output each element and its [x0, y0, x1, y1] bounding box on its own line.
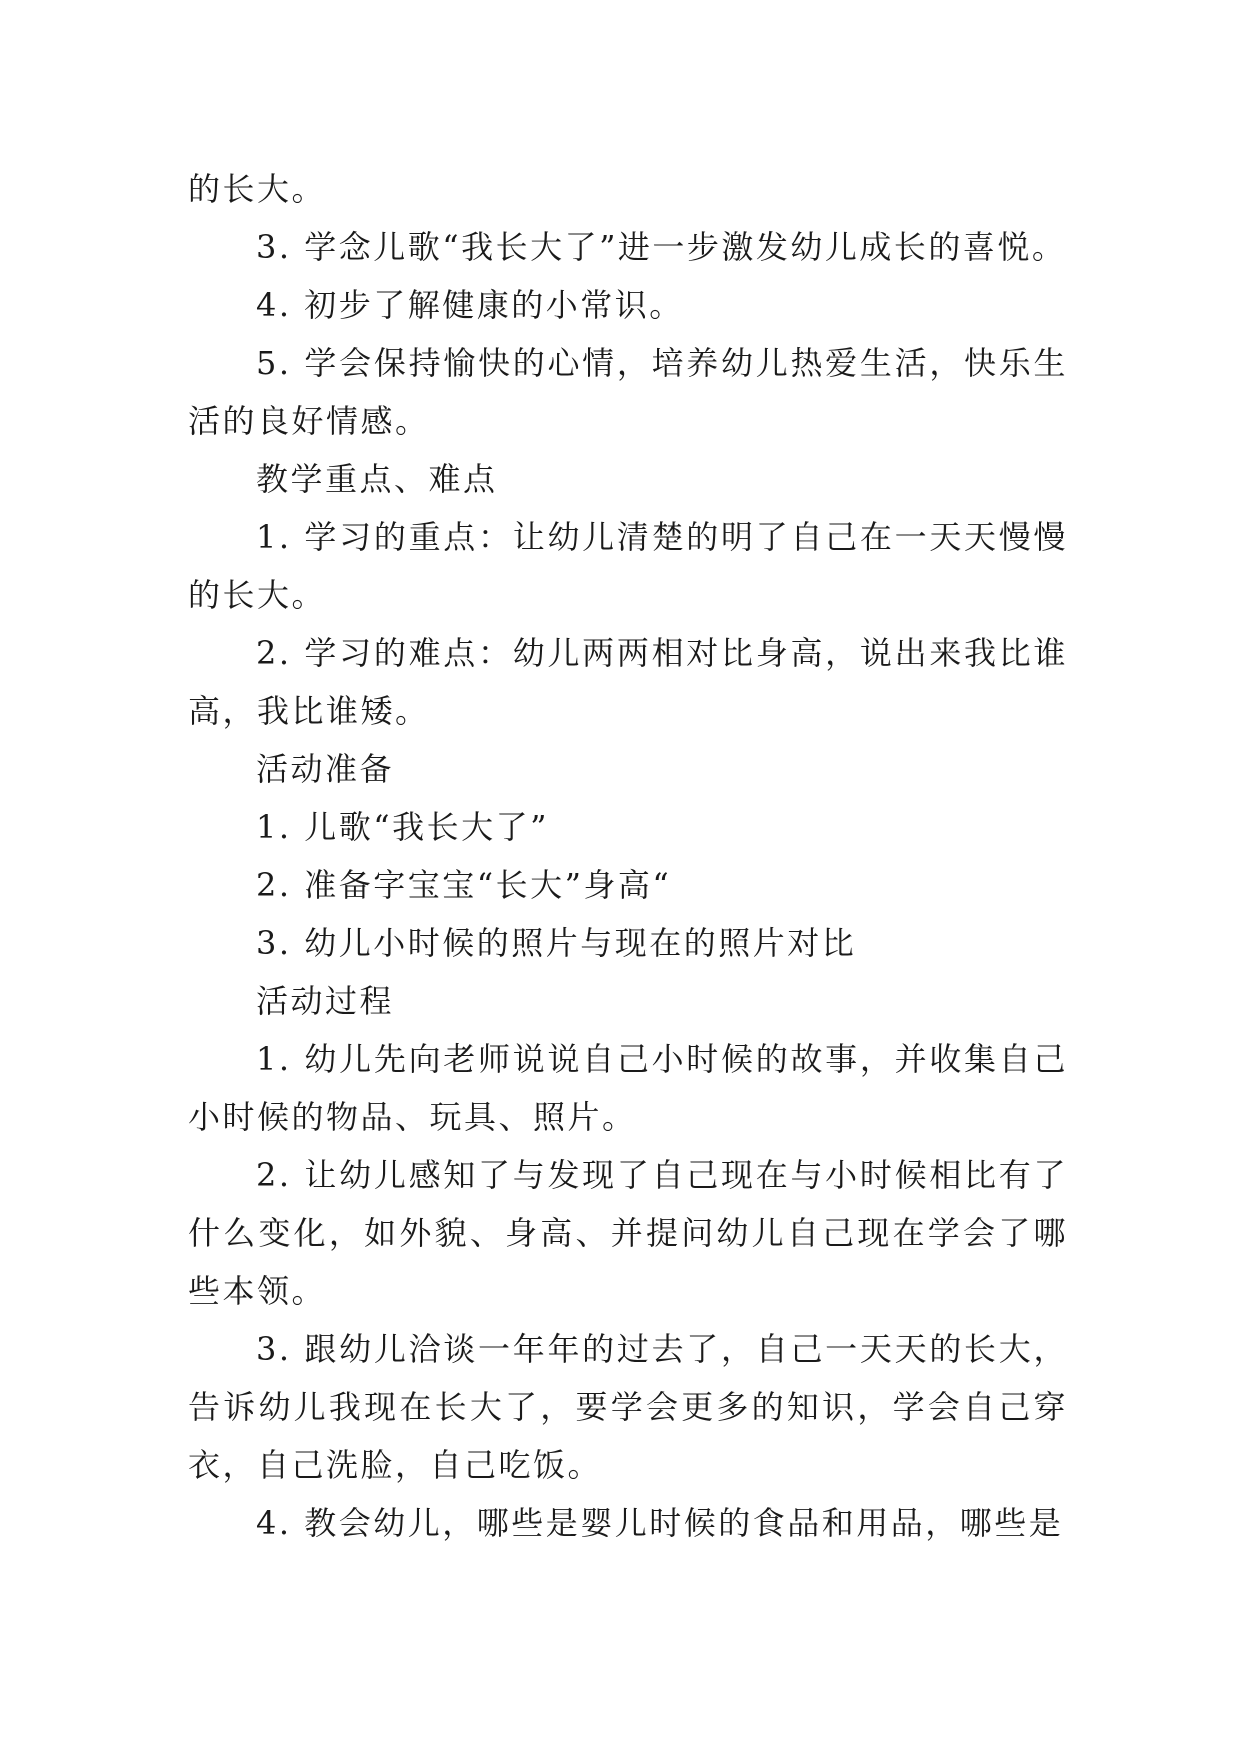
key-point-1: 1. 学习的重点：让幼儿清楚的明了自己在一天天慢慢的长大。: [188, 518, 1068, 614]
process-step-2: 2. 让幼儿感知了与发现了自己现在与小时候相比有了什么变化，如外貌、身高、并提问幼儿自己现在学会了哪些本领。: [188, 1156, 1068, 1310]
section-heading-preparation: 活动准备: [256, 750, 395, 788]
process-step-3: 3. 跟幼儿洽谈一年年的过去了，自己一天天的长大，告诉幼儿我现在长大了，要学会更多的知识，学会自己穿衣，自己洗脸，自己吃饭。: [188, 1330, 1068, 1484]
key-point-2: 2. 学习的难点：幼儿两两相对比身高，说出来我比谁高，我比谁矮。: [188, 634, 1068, 730]
preparation-item-3: 3. 幼儿小时候的照片与现在的照片对比: [256, 924, 857, 962]
process-step-1: 1. 幼儿先向老师说说自己小时候的故事，并收集自己小时候的物品、玩具、照片。: [188, 1040, 1068, 1136]
document-body: [188, 160, 1068, 1552]
preparation-item-2: 2. 准备字宝宝“长大”身高“: [256, 866, 672, 904]
goal-item-3: 3. 学念儿歌“我长大了”进一步激发幼儿成长的喜悦。: [256, 228, 1067, 266]
paragraph-continuation: 的长大。: [188, 170, 327, 208]
section-heading-key-points: 教学重点、难点: [256, 460, 498, 498]
goal-item-5: 5. 学会保持愉快的心情，培养幼儿热爱生活，快乐生活的良好情感。: [188, 344, 1068, 440]
section-heading-process: 活动过程: [256, 982, 395, 1020]
process-step-4: 4. 教会幼儿，哪些是婴儿时候的食品和用品，哪些是: [256, 1504, 1064, 1542]
preparation-item-1: 1. 儿歌“我长大了”: [256, 808, 549, 846]
goal-item-4: 4. 初步了解健康的小常识。: [256, 286, 684, 324]
